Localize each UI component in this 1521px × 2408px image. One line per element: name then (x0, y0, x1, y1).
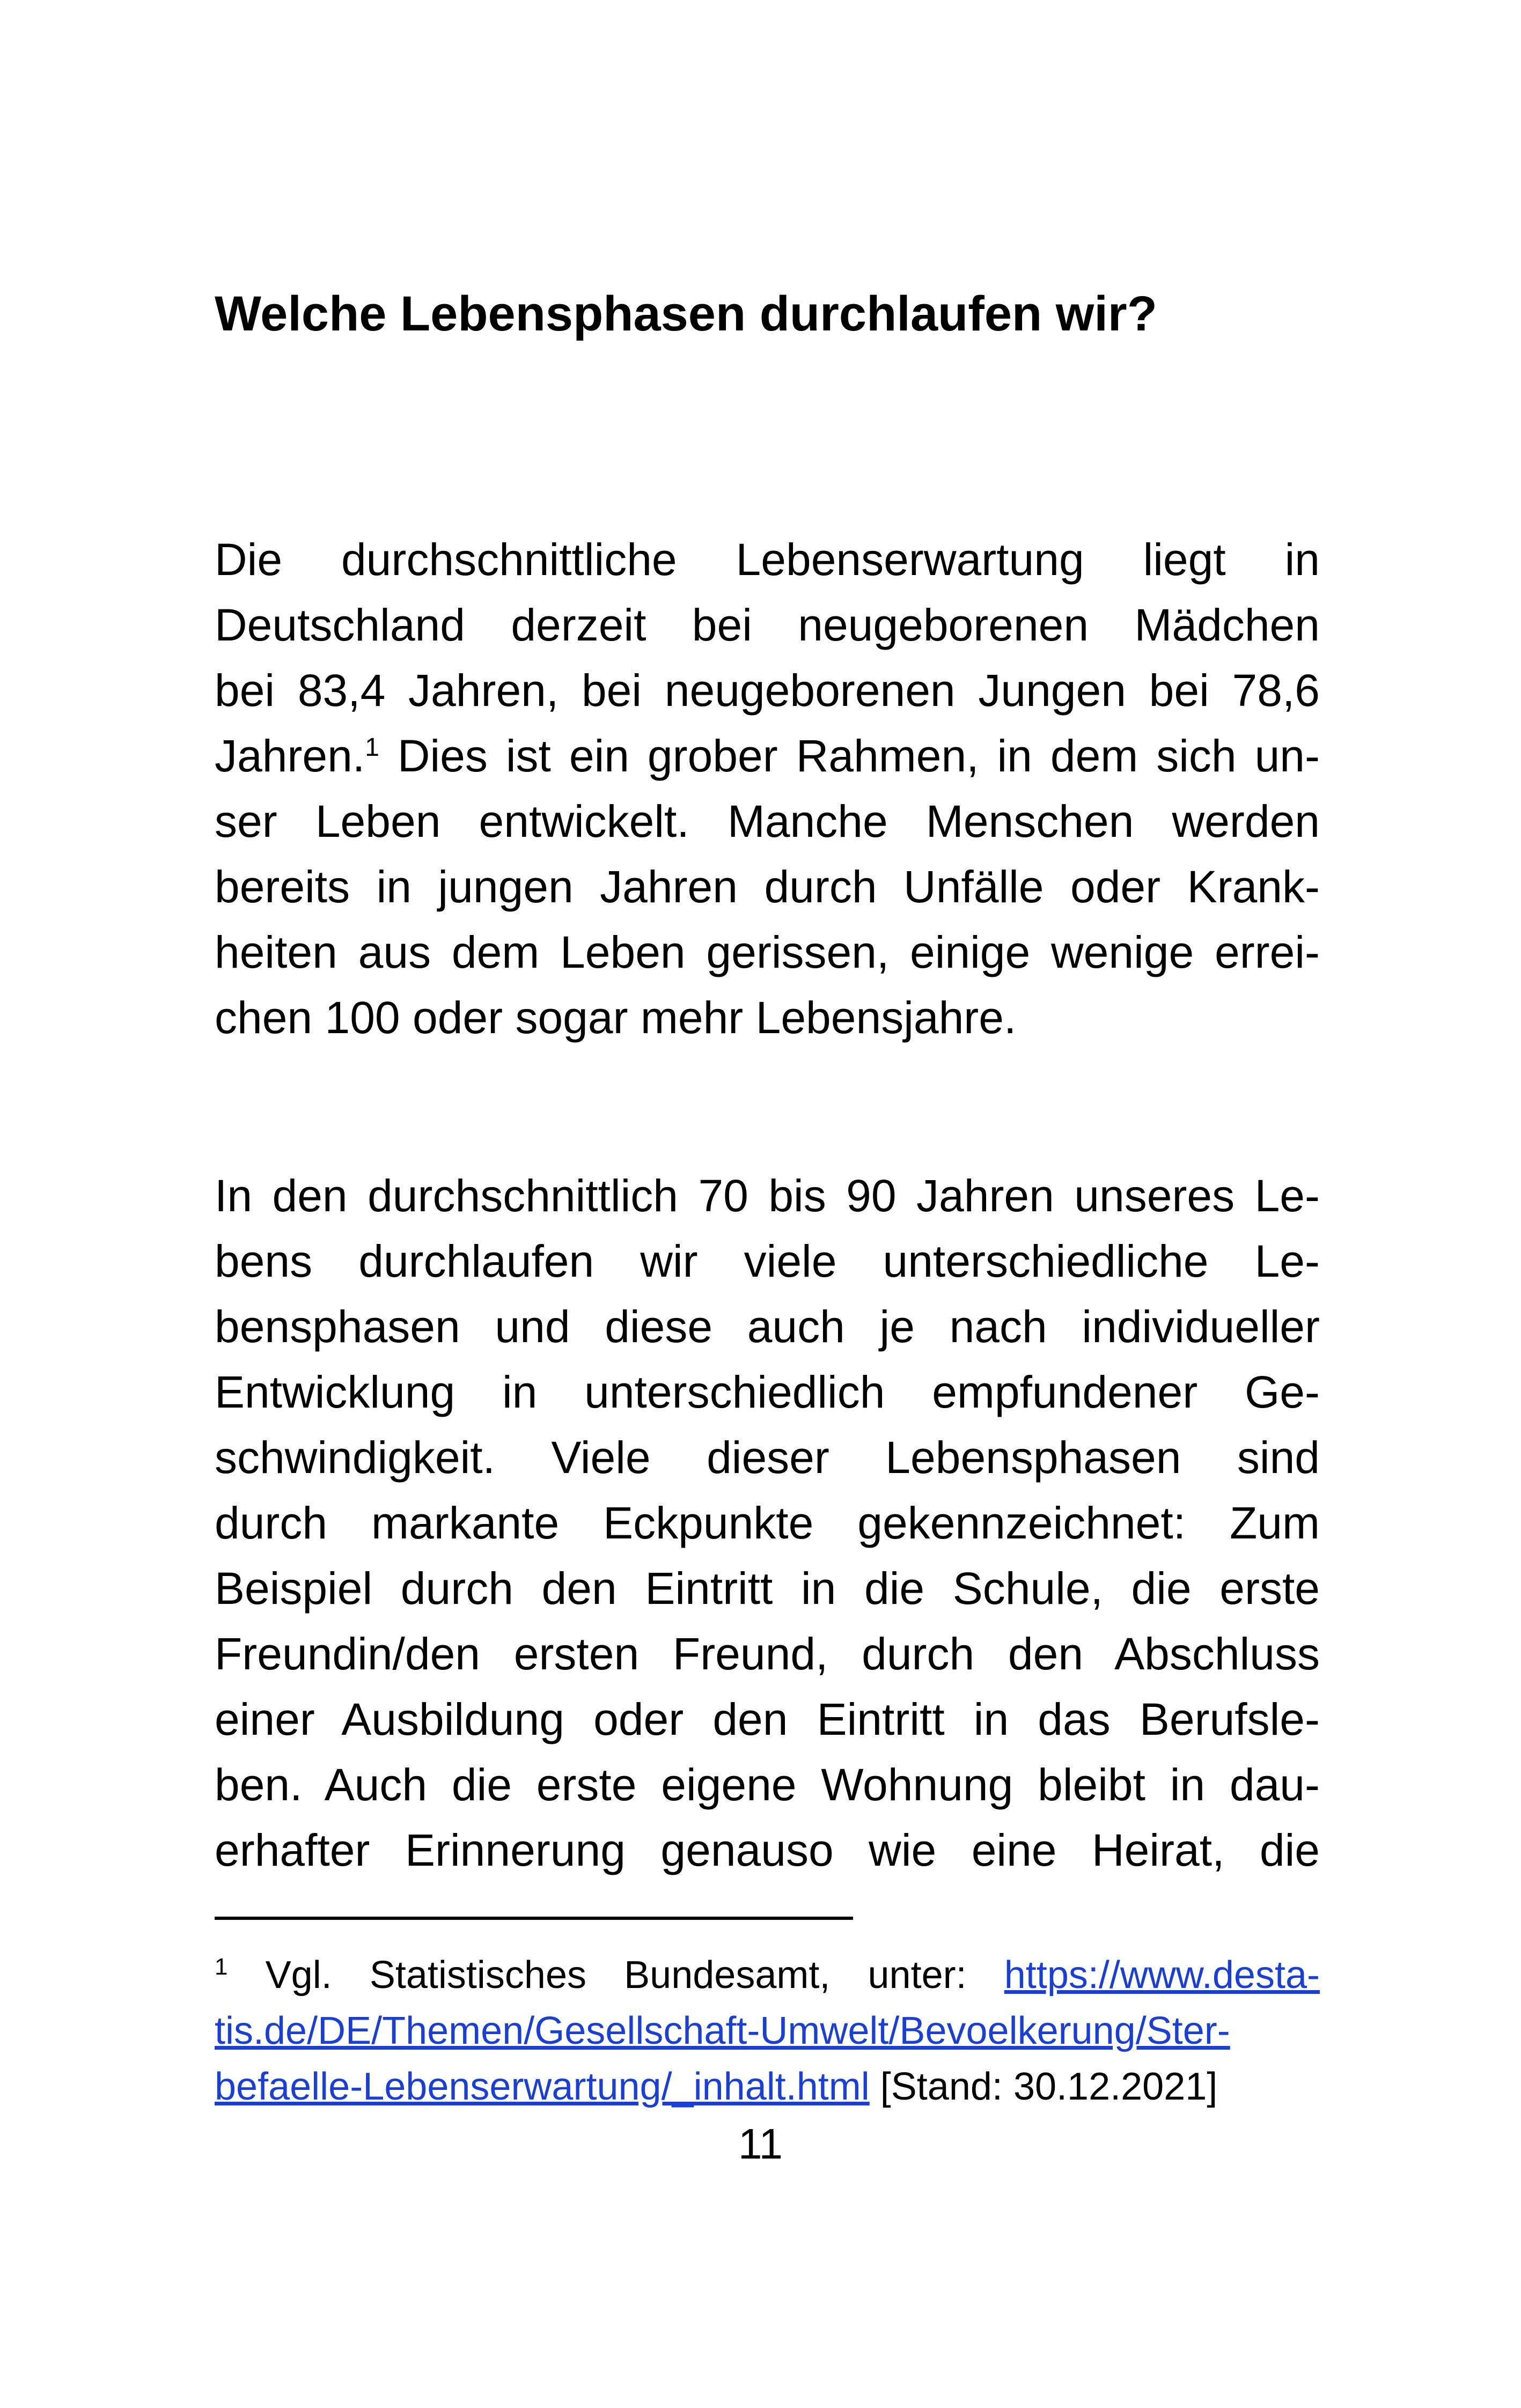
paragraph-line-with-footnote (215, 723, 1320, 789)
paragraph-text: Jahren. (215, 731, 365, 781)
paragraph-line: bensphasen und diese auch je nach individueller (215, 1301, 1320, 1352)
paragraph-line: In den durchschnittlich 70 bis 90 Jahren unseres Le- (215, 1170, 1320, 1221)
paragraph-line: bei 83,4 Jahren, bei neugeborenen Jungen bei 78,6 (215, 665, 1320, 716)
paragraph-line: ben. Auch die erste eigene Wohnung bleibt in dau- (215, 1759, 1320, 1810)
paragraph-1 (215, 527, 1320, 1050)
page-number: 11 (738, 2120, 783, 2168)
paragraph-line: erhafter Erinnerung genauso wie eine Heirat, die (215, 1825, 1320, 1875)
paragraph-text: Dies ist ein grober Rahmen, in dem sich (379, 731, 1255, 781)
paragraph-line: bereits in jungen Jahren durch Unfälle oder Krank- (215, 861, 1320, 912)
page-heading: Welche Lebensphasen durchlaufen wir? (215, 286, 1157, 341)
footnote-separator (215, 1917, 853, 1920)
footnote-date: [Stand: 30.12.2021] (869, 2065, 1218, 2108)
footnote-link[interactable]: tis.de/DE/Themen/Gesellschaft-Umwelt/Bevoelkerung/Ster- (215, 2009, 1230, 2052)
paragraph-line: Beispiel durch den Eintritt in die Schule, die erste (215, 1563, 1320, 1614)
paragraph-line: Freundin/den ersten Freund, durch den Abschluss (215, 1629, 1320, 1679)
paragraph-line: Die durchschnittliche Lebenserwartung liegt in (215, 534, 1320, 585)
paragraph-line: Deutschland derzeit bei neugeborenen Mädchen (215, 600, 1320, 650)
footnote-link[interactable]: https://www.desta- (1004, 1954, 1320, 1997)
footnote-prefix: Vgl. Statistisches Bundesamt, unter: (227, 1954, 1004, 1997)
footnote-marker: 1 (215, 1954, 228, 1980)
footnote-line (215, 2003, 1320, 2059)
paragraph-line: ser Leben entwickelt. Manche Menschen werden (215, 796, 1320, 846)
paragraph-line: heiten aus dem Leben gerissen, einige wenige errei- (215, 927, 1320, 977)
paragraph-line: durch markante Eckpunkte gekennzeichnet: Zum (215, 1498, 1320, 1548)
paragraph-line: schwindigkeit. Viele dieser Lebensphasen sind (215, 1432, 1320, 1483)
paragraph-2 (215, 1163, 1320, 1883)
paragraph-line: chen 100 oder sogar mehr Lebensjahre. (215, 992, 1017, 1043)
paragraph-line: einer Ausbildung oder den Eintritt in das Berufsle- (215, 1694, 1320, 1744)
footnote-line (215, 1947, 1320, 2003)
paragraph-line: Entwicklung in unterschiedlich empfundener Ge- (215, 1367, 1320, 1417)
footnote-reference[interactable]: 1 (365, 733, 379, 762)
footnote-line (215, 2059, 1320, 2115)
footnote-link[interactable]: befaelle-Lebenserwartung/_inhalt.html (215, 2065, 870, 2108)
paragraph-line: bens durchlaufen wir viele unterschiedliche Le- (215, 1236, 1320, 1286)
paragraph-text: un- (1254, 731, 1320, 781)
footnote (215, 1947, 1320, 2115)
